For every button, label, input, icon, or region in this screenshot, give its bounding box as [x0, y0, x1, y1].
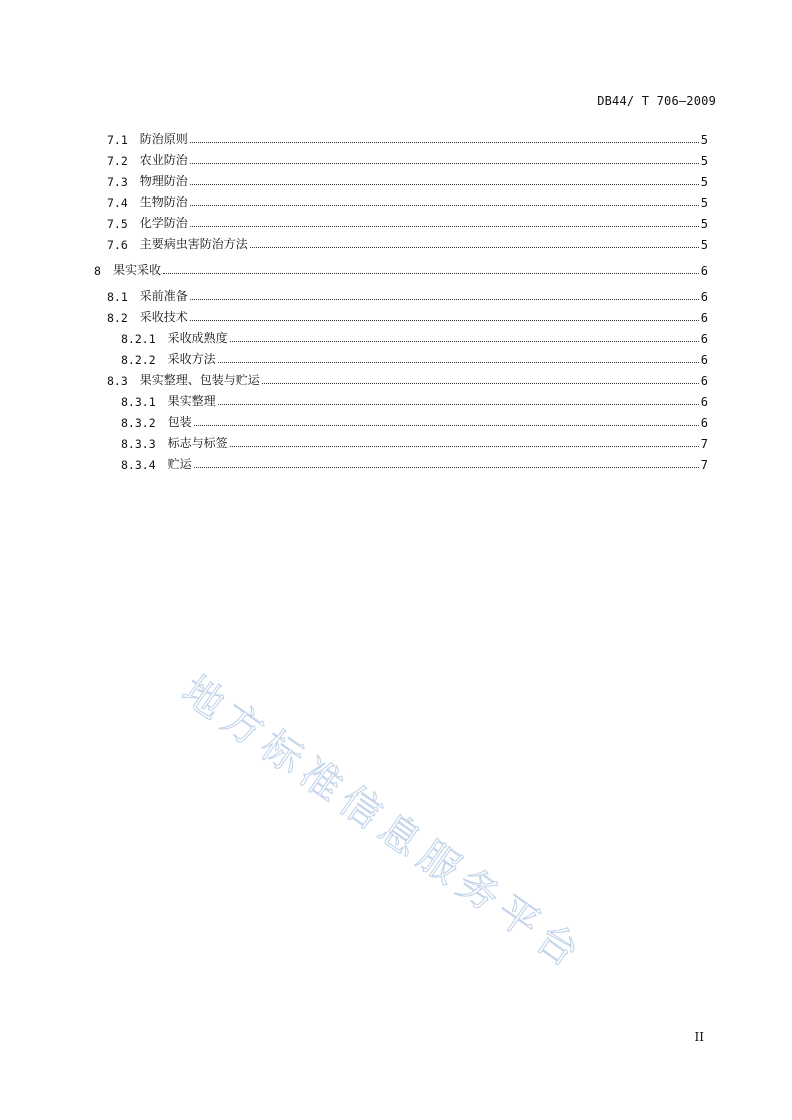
toc-leader-dots — [230, 341, 699, 342]
toc-entry-page: 6 — [700, 332, 708, 346]
toc-entry-title: 采收技术 — [139, 310, 188, 324]
toc-entry[interactable] — [0, 210, 708, 231]
toc-entry-page: 7 — [700, 458, 708, 472]
toc-entry[interactable] — [0, 257, 708, 278]
document-number-header: DB44/ T 706—2009 — [597, 94, 716, 108]
toc-entry[interactable] — [0, 168, 708, 189]
toc-entry-title: 果实整理、包装与贮运 — [139, 373, 260, 387]
toc-entry[interactable] — [0, 409, 708, 430]
toc-entry-title: 标志与标签 — [167, 436, 228, 450]
toc-entry-page: 6 — [700, 374, 708, 388]
toc-entry-title: 农业防治 — [139, 153, 188, 167]
toc-entry-title: 采收方法 — [167, 352, 216, 366]
toc-entry-page: 5 — [700, 133, 708, 147]
toc-entry-title: 防治原则 — [139, 132, 188, 146]
toc-entry-number: 8.3.1 — [121, 395, 156, 409]
toc-entry-number: 8.3.2 — [121, 416, 156, 430]
toc-entry[interactable] — [0, 189, 708, 210]
page-number-footer: II — [694, 1030, 704, 1044]
toc-leader-dots — [190, 184, 699, 185]
toc-leader-dots — [262, 383, 699, 384]
toc-entry[interactable] — [0, 388, 708, 409]
toc-entry-title: 物理防治 — [139, 174, 188, 188]
toc-entry-page: 6 — [700, 264, 708, 278]
toc-entry-page: 6 — [700, 416, 708, 430]
toc-entry-number: 7.3 — [107, 175, 128, 189]
toc-entry-number: 8.1 — [107, 290, 128, 304]
toc-entry-title: 果实整理 — [167, 394, 216, 408]
toc-leader-dots — [190, 205, 699, 206]
watermark-text: 地方标准信息服务平台 — [173, 667, 594, 981]
toc-entry-number: 8 — [94, 264, 101, 278]
toc-leader-dots — [163, 273, 699, 274]
toc-entry-page: 6 — [700, 395, 708, 409]
toc-entry[interactable] — [0, 325, 708, 346]
toc-leader-dots — [230, 446, 699, 447]
toc-entry[interactable] — [0, 367, 708, 388]
toc-entry[interactable] — [0, 430, 708, 451]
toc-entry[interactable] — [0, 346, 708, 367]
toc-entry-page: 7 — [700, 437, 708, 451]
toc-entry-number: 8.3.4 — [121, 458, 156, 472]
toc-entry-title: 采收成熟度 — [167, 331, 228, 345]
toc-entry-title: 果实采收 — [112, 263, 161, 277]
toc-entry-page: 6 — [700, 353, 708, 367]
toc-entry-number: 8.3.3 — [121, 437, 156, 451]
toc-entry-number: 8.3 — [107, 374, 128, 388]
toc-entry-page: 5 — [700, 238, 708, 252]
toc-entry-title: 包装 — [167, 415, 192, 429]
toc-leader-dots — [190, 320, 699, 321]
toc-leader-dots — [194, 425, 699, 426]
toc-entry-page: 5 — [700, 175, 708, 189]
toc-entry[interactable] — [0, 304, 708, 325]
toc-leader-dots — [190, 299, 699, 300]
toc-entry-title: 主要病虫害防治方法 — [139, 237, 248, 251]
toc-leader-dots — [218, 404, 699, 405]
toc-entry-number: 7.2 — [107, 154, 128, 168]
toc-leader-dots — [250, 247, 699, 248]
toc-leader-dots — [190, 142, 699, 143]
toc-entry-number: 8.2.2 — [121, 353, 156, 367]
toc-entry-number: 8.2.1 — [121, 332, 156, 346]
toc-entry-page: 5 — [700, 217, 708, 231]
toc-entry-title: 生物防治 — [139, 195, 188, 209]
toc-entry-number: 7.6 — [107, 238, 128, 252]
toc-entry[interactable] — [0, 451, 708, 472]
toc-entry-number: 7.1 — [107, 133, 128, 147]
toc-entry-title: 化学防治 — [139, 216, 188, 230]
toc-entry-number: 7.5 — [107, 217, 128, 231]
toc-leader-dots — [194, 467, 699, 468]
toc-entry[interactable] — [0, 283, 708, 304]
toc-entry[interactable] — [0, 231, 708, 252]
toc-leader-dots — [190, 226, 699, 227]
toc-entry-page: 5 — [700, 196, 708, 210]
toc-entry-title: 贮运 — [167, 457, 192, 471]
toc-entry-title: 采前准备 — [139, 289, 188, 303]
toc-entry[interactable] — [0, 147, 708, 168]
toc-leader-dots — [218, 362, 699, 363]
toc-entry-number: 8.2 — [107, 311, 128, 325]
toc-leader-dots — [190, 163, 699, 164]
toc-entry-page: 6 — [700, 311, 708, 325]
toc-entry-page: 5 — [700, 154, 708, 168]
toc-entry[interactable] — [0, 126, 708, 147]
toc-entry-number: 7.4 — [107, 196, 128, 210]
toc-entry-page: 6 — [700, 290, 708, 304]
